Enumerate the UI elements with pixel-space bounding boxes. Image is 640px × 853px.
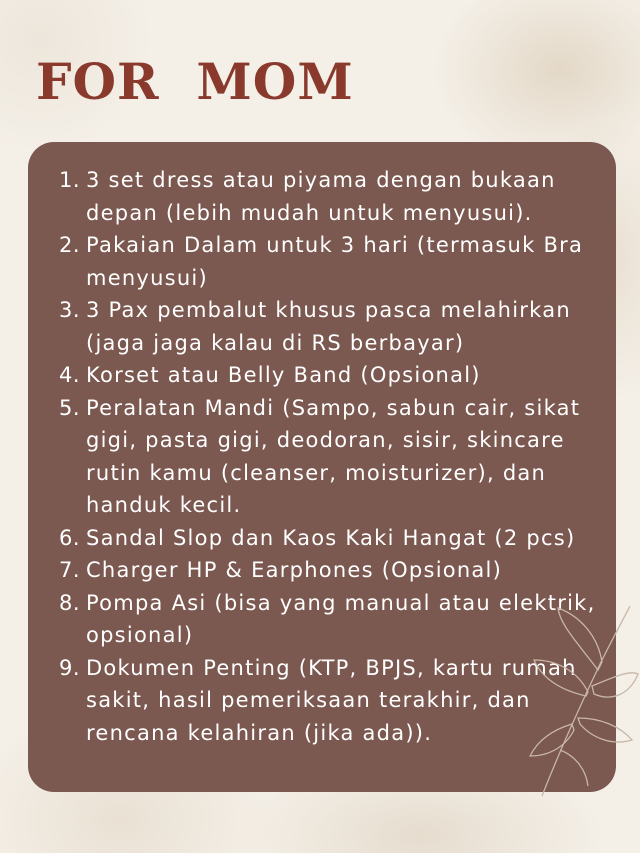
checklist	[36, 164, 596, 749]
item-number: 8.	[58, 590, 80, 615]
item-text: Dokumen Penting (KTP, BPJS, kartu rumah sakit, hasil pemeriksaan terakhir, dan rencana kelahiran (jika ada)).	[86, 655, 577, 745]
item-number: 4.	[58, 363, 80, 387]
item-number: 9.	[58, 655, 80, 680]
list-item	[36, 229, 596, 294]
list-item	[36, 522, 596, 555]
item-number: 3.	[58, 298, 80, 322]
page-title: FOR MOM	[36, 52, 354, 111]
list-item	[36, 164, 596, 229]
item-text: Charger HP & Earphones (Opsional)	[86, 558, 503, 582]
list-item	[36, 554, 596, 587]
list-item	[36, 359, 596, 392]
list-item	[36, 652, 596, 750]
item-text: 3 Pax pembalut khusus pasca melahirkan (jaga jaga kalau di RS berbayar)	[86, 298, 571, 355]
item-number: 5.	[58, 395, 80, 420]
leaf-branch-icon	[520, 600, 640, 800]
item-text: Pompa Asi (bisa yang manual atau elektrik, opsional)	[86, 590, 596, 647]
item-text: Korset atau Belly Band (Opsional)	[86, 363, 481, 387]
list-item	[36, 392, 596, 522]
item-number: 7.	[58, 558, 80, 582]
item-text: Pakaian Dalam untuk 3 hari (termasuk Bra menyusui)	[86, 233, 584, 290]
item-number: 2.	[58, 233, 80, 257]
list-item	[36, 587, 596, 652]
item-text: 3 set dress atau piyama dengan bukaan depan (lebih mudah untuk menyusui).	[86, 168, 556, 225]
item-text: Peralatan Mandi (Sampo, sabun cair, sikat gigi, pasta gigi, deodoran, sisir, skincare rutin kamu (cleanser, moisturizer), dan handuk kecil.	[86, 395, 581, 517]
item-number: 6.	[58, 525, 80, 550]
list-item	[36, 294, 596, 359]
item-number: 1.	[58, 168, 80, 192]
item-text: Sandal Slop dan Kaos Kaki Hangat (2 pcs)	[86, 525, 576, 550]
